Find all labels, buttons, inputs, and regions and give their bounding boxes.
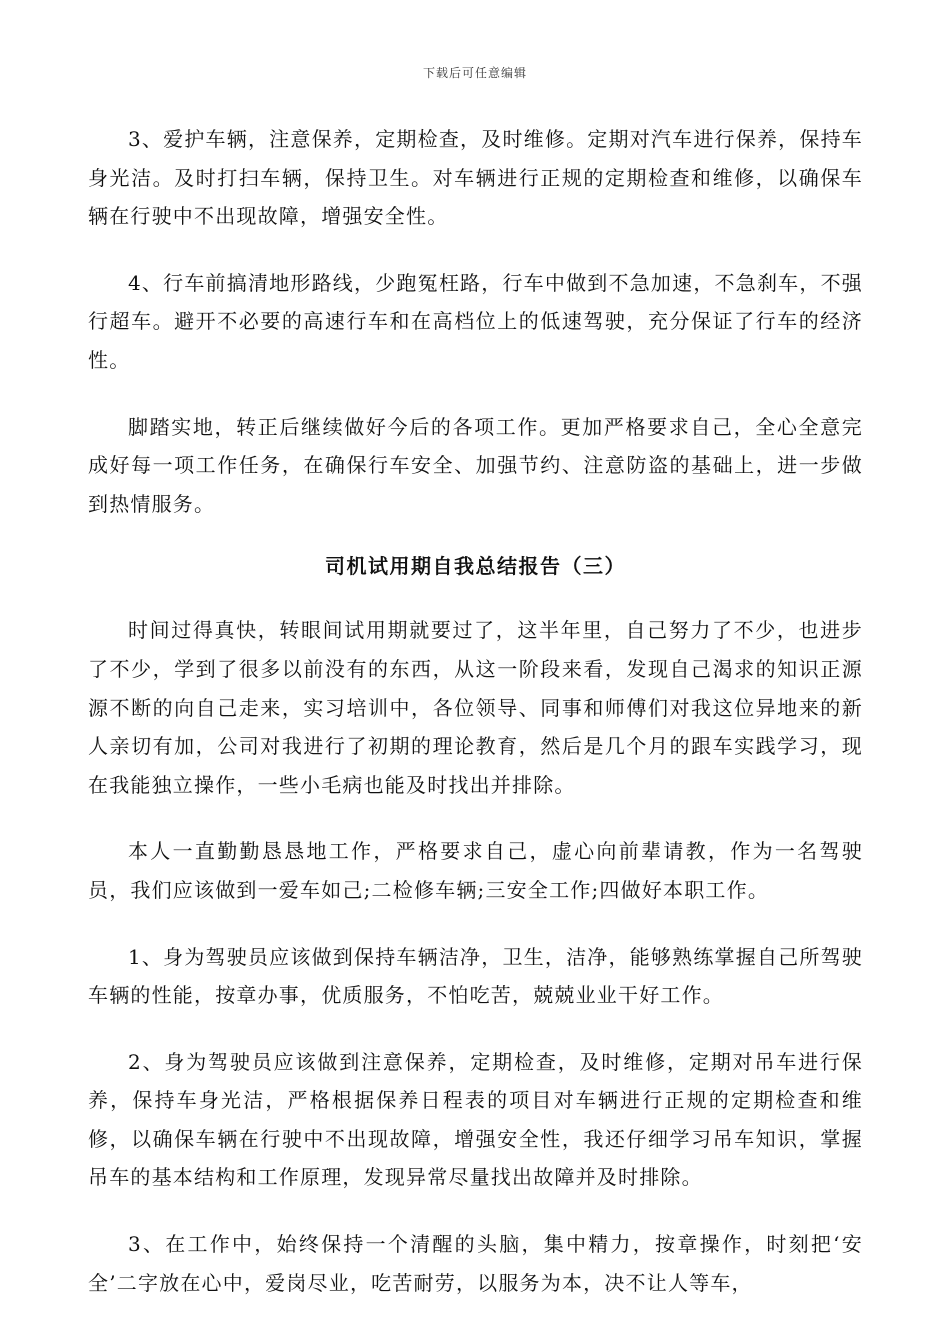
paragraph-care-vehicle: 3、爱护车辆，注意保养，定期检查，及时维修。定期对汽车进行保养，保持车身光洁。及时打扫车辆，保持卫生。对车辆进行正规的定期检查和维修，以确保车辆在行驶中不出现故障，增强安全性。 bbox=[88, 127, 863, 229]
section-title: 司机试用期自我总结报告（三） bbox=[325, 554, 626, 579]
paragraph-item-1: 1、身为驾驶员应该做到保持车辆洁净，卫生，洁净，能够熟练掌握自己所驾驶车辆的性能，按章办事，优质服务，不怕吃苦，兢兢业业干好工作。 bbox=[88, 944, 863, 1008]
page-header: 下载后可任意编辑 bbox=[422, 66, 527, 80]
paragraph-diligence: 本人一直勤勤恳恳地工作，严格要求自己，虚心向前辈请教，作为一名驾驶员，我们应该做到一爱车如己;二检修车辆;三安全工作;四做好本职工作。 bbox=[88, 839, 863, 902]
paragraph-item-3: 3、在工作中，始终保持一个清醒的头脑，集中精力，按章操作，时刻把‘安全’二字放在心中，爱岗尽业，吃苦耐劳，以服务为本，决不让人等车， bbox=[88, 1232, 863, 1295]
document-body bbox=[88, 120, 863, 1302]
paragraph-intro: 时间过得真快，转眼间试用期就要过了，这半年里，自己努力了不少，也进步了不少，学到了很多以前没有的东西，从这一阶段来看，发现自己渴求的知识正源源不断的向自己走来，实习培训中，各位领导、同事和师傅们对我这位异地来的新人亲切有加，公司对我进行了初期的理论教育，然后是几个月的跟车实践学习，现在我能独立操作，一些小毛病也能及时找出并排除。 bbox=[88, 618, 863, 797]
paragraph-future-work: 脚踏实地，转正后继续做好今后的各项工作。更加严格要求自己，全心全意完成好每一项工作任务，在确保行车安全、加强节约、注意防盗的基础上，进一步做到热情服务。 bbox=[88, 414, 863, 516]
paragraph-route-planning: 4、行车前搞清地形路线，少跑冤枉路，行车中做到不急加速，不急刹车，不强行超车。避开不必要的高速行车和在高档位上的低速驾驶，充分保证了行车的经济性。 bbox=[88, 270, 863, 372]
paragraph-item-2: 2、身为驾驶员应该做到注意保养，定期检查，及时维修，定期对吊车进行保养，保持车身光洁，严格根据保养日程表的项目对车辆进行正规的定期检查和维修，以确保车辆在行驶中不出现故障，增强安全性，我还仔细学习吊车知识，掌握吊车的基本结构和工作原理，发现异常尽量找出故障并及时排除。 bbox=[88, 1049, 863, 1190]
